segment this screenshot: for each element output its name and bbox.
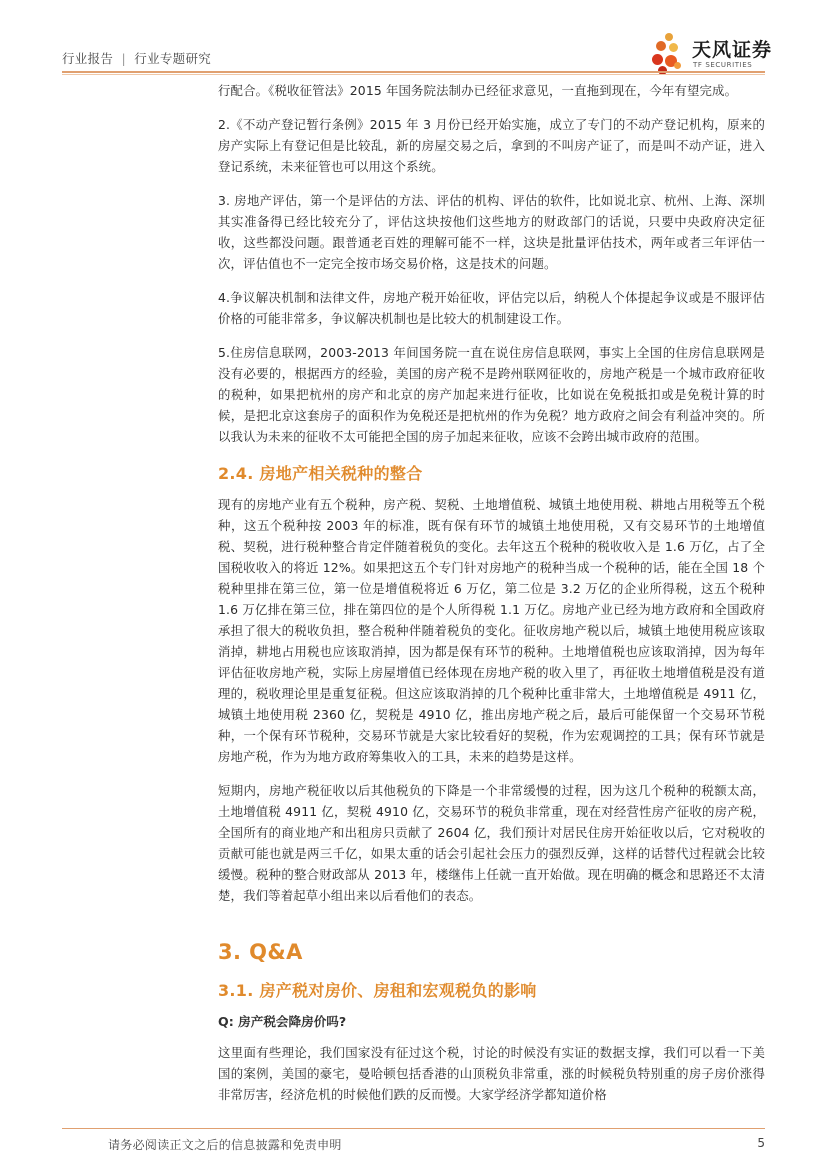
page-number: 5 xyxy=(757,1136,765,1150)
header-divider-thin xyxy=(62,74,765,75)
section-heading-2-4: 2.4. 房地产相关税种的整合 xyxy=(218,464,423,483)
paragraph-item-2: 2.《不动产登记暂行条例》2015 年 3 月份已经开始实施，成立了专门的不动产登记机构，原来的房产实际上有登记但是比较乱，新的房屋交易之后，拿到的不叫房产证了，而是叫不动产证，进入登记系统，未来征管也可以用这个系统。 xyxy=(218,117,765,174)
paragraph-item-5: 5.住房信息联网，2003-2013 年间国务院一直在说住房信息联网，事实上全国的住房信息联网是没有必要的，根据西方的经验，美国的房产税不是跨州联网征收的，房地产税是一个城市政府征收的税种，如果把杭州的房产和北京的房产加起来进行征收，比如说在免税抵扣或是免税计算的时候，是把北京这套房子的面积作为免税还是把杭州的作为免税？地方政府之间会有利益冲突的。所以我认为未来的征收不太可能把全国的房子加起来征收，应该不会跨出城市政府的范围。 xyxy=(218,345,765,444)
logo-chinese-name: 天风证券 xyxy=(692,39,773,61)
paragraph-short-term: 短期内，房地产税征收以后其他税负的下降是一个非常缓慢的过程，因为这几个税种的税额太高，土地增值税 4911 亿，契税 4910 亿，交易环节的税负非常重，现在对经营性房产征收的房产税，全国所有的商业地产和出租房只贡献了 2604 亿，我们预计对居民住房开始征收以后，它对税收的贡献可能也就是两三千亿，如果太重的话会引起社会压力的强烈反弹，这样的话替代过程就会比较缓慢。税种的整合财政部从 2013 年，楼继伟上任就一直开始做。现在明确的概念和思路还不太清楚，我们等着起草小组出来以后看他们的表态。 xyxy=(218,783,765,903)
section-heading-3: 3. Q&A xyxy=(218,940,303,964)
section-heading-3-1: 3.1. 房产税对房价、房租和宏观税负的影响 xyxy=(218,981,537,1000)
paragraph-continuation: 行配合。《税收征管法》2015 年国务院法制办已经征求意见，一直拖到现在，今年有望完成。 xyxy=(218,83,738,98)
report-category: 行业专题研究 xyxy=(134,51,212,66)
footer-disclaimer: 请务必阅读正文之后的信息披露和免责申明 xyxy=(108,1138,342,1152)
main-content xyxy=(218,80,765,1118)
logo-dots-icon xyxy=(652,32,686,76)
paragraph-answer-1: 这里面有些理论，我们国家没有征过这个税，讨论的时候没有实证的数据支撑，我们可以看一下美国的案例，美国的豪宅，曼哈顿包括香港的山顶税负非常重，涨的时候税负特别重的房子房价涨得非常厉害，经济危机的时候他们跌的反而慢。大家学经济学都知道价格 xyxy=(218,1045,765,1102)
report-header xyxy=(62,49,211,67)
paragraph-tax-integration: 现有的房地产业有五个税种，房产税、契税、土地增值税、城镇土地使用税、耕地占用税等五个税种，这五个税种按 2003 年的标准，既有保有环节的城镇土地使用税，又有交易环节的土地增值税、契税，进行税种整合肯定伴随着税负的变化。去年这五个税种的税收收入是 1.6 万亿，占了全国税收收入的将近 12%。如果把这五个专门针对房地产的税种当成一个税种的话，能在全国 18 个税种里排在第三位，第一位是增值税将近 6 万亿，第二位是 3.2 万亿的企业所得税，这五个税种 1.6 万亿排在第三位，排在第四位的是个人所得税 1.1 万亿。房地产业已经为地方政府和全国政府承担了很大的税收负担，整合税种伴随着税负的变化。征收房地产税以后，城镇土地使用税应该取消掉，耕地占用税也应该取消掉，因为都是保有环节的税种。土地增值税也应该取消掉，因为每年评估征收房地产税，实际上房屋增值已经体现在房地产税的收入里了，再征收土地增值税是没有道理的，税收理论里是重复征税。但这应该取消掉的几个税种比重非常大，土地增值税是 4911 亿，城镇土地使用税 2360 亿，契税是 4910 亿，推出房地产税之后，最后可能保留一个交易环节税种，一个保有环节税种，交易环节就是大家比较看好的契税，作为宏观调控的工具；保有环节就是房地产税，作为为地方政府筹集收入的工具，未来的趋势是这样。 xyxy=(218,497,765,764)
question-1: Q: 房产税会降房价吗? xyxy=(218,1014,347,1029)
report-type: 行业报告 xyxy=(62,51,114,66)
paragraph-item-4: 4.争议解决机制和法律文件，房地产税开始征收，评估完以后，纳税人个体提起争议或是不服评估价格的可能非常多，争议解决机制也是比较大的机制建设工作。 xyxy=(218,290,765,326)
header-divider xyxy=(62,71,765,73)
footer-divider xyxy=(62,1128,765,1129)
tf-securities-logo xyxy=(652,32,772,76)
header-separator: | xyxy=(121,51,126,66)
logo-english-name: TF SECURITIES xyxy=(693,61,753,69)
paragraph-item-3: 3. 房地产评估，第一个是评估的方法、评估的机构、评估的软件，比如说北京、杭州、上海、深圳其实准备得已经比较充分了，评估这块按他们这些地方的财政部门的话说，只要中央政府决定征收，这些都没问题。跟普通老百姓的理解可能不一样，这块是批量评估技术，两年或者三年评估一次，评估值也不一定完全按市场交易价格，这是技术的问题。 xyxy=(218,193,765,271)
